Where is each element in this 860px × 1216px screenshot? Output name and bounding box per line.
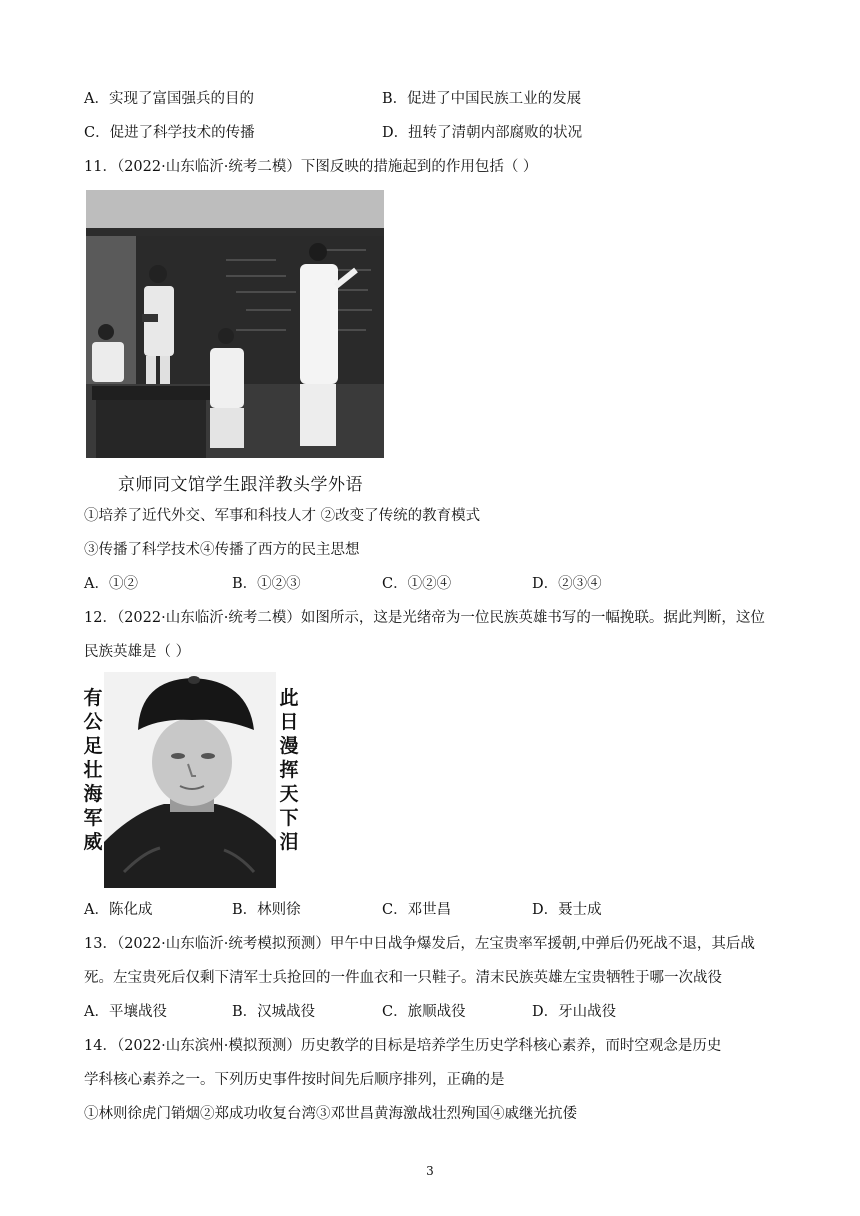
q13-option-c: C．旅顺战役 xyxy=(382,1004,466,1020)
q13-option-a: A．平壤战役 xyxy=(84,1004,167,1020)
couplet-right xyxy=(276,686,302,854)
q12-stem-line-1: 12．（2022·山东临沂·统考二模）如图所示，这是光绪帝为一位民族英雄书写的一幅挽联。据此判断，这位 xyxy=(84,610,765,626)
page-number: 3 xyxy=(426,1164,434,1178)
couplet-left xyxy=(80,686,106,854)
q11-item-2: ③传播了科学技术④传播了西方的民主思想 xyxy=(84,542,360,558)
q13-option-b: B．汉城战役 xyxy=(232,1004,316,1020)
couplet-char: 公 xyxy=(83,711,103,733)
classroom-photo xyxy=(86,190,384,458)
classroom-photo-caption: 京师同文馆学生跟洋教头学外语 xyxy=(118,475,363,495)
q13-stem-line-2: 死。左宝贵死后仅剩下清军士兵抢回的一件血衣和一只鞋子。清末民族英雄左宝贵牺牲于哪一次战役 xyxy=(84,970,722,986)
couplet-char: 海 xyxy=(83,783,103,805)
q10-option-c: C．促进了科学技术的传播 xyxy=(84,125,255,141)
couplet-char: 挥 xyxy=(279,759,299,781)
q14-stem-line-1: 14．（2022·山东滨州·模拟预测）历史教学的目标是培养学生历史学科核心素养，而时空观念是历史 xyxy=(84,1038,722,1054)
couplet-char: 漫 xyxy=(279,735,299,757)
q11-stem: 11．（2022·山东临沂·统考二模）下图反映的措施起到的作用包括（ ） xyxy=(84,159,538,175)
q13-option-d: D．牙山战役 xyxy=(532,1004,617,1020)
couplet-char: 威 xyxy=(83,831,103,853)
q11-option-b: B．①②③ xyxy=(232,576,301,592)
q11-option-c: C．①②④ xyxy=(382,576,452,592)
q10-option-d: D．扭转了清朝内部腐败的状况 xyxy=(382,125,583,141)
couplet-char: 下 xyxy=(279,807,299,829)
q10-option-b: B．促进了中国民族工业的发展 xyxy=(382,91,582,107)
q11-item-1: ①培养了近代外交、军事和科技人才 ②改变了传统的教育模式 xyxy=(84,508,481,524)
q14-stem-line-2: 学科核心素养之一。下列历史事件按时间先后顺序排列，正确的是 xyxy=(84,1072,505,1088)
q12-option-c: C．邓世昌 xyxy=(382,902,452,918)
q12-stem-line-2: 民族英雄是（ ） xyxy=(84,644,191,660)
couplet-char: 足 xyxy=(83,735,103,757)
couplet-char: 泪 xyxy=(279,831,299,853)
couplet-char: 日 xyxy=(279,711,299,733)
q11-option-a: A．①② xyxy=(84,576,138,592)
q12-option-b: B．林则徐 xyxy=(232,902,301,918)
q12-option-d: D．聂士成 xyxy=(532,902,602,918)
q12-option-a: A．陈化成 xyxy=(84,902,153,918)
couplet-char: 天 xyxy=(279,783,299,805)
q11-option-d: D．②③④ xyxy=(532,576,602,592)
q10-option-a: A．实现了富国强兵的目的 xyxy=(84,91,254,107)
q14-items: ①林则徐虎门销烟②郑成功收复台湾③邓世昌黄海激战壮烈殉国④戚继光抗倭 xyxy=(84,1106,577,1122)
couplet-char: 军 xyxy=(83,807,103,829)
couplet-char: 壮 xyxy=(83,759,103,781)
portrait-photo xyxy=(104,672,276,888)
couplet-char: 有 xyxy=(83,687,103,709)
q13-stem-line-1: 13．（2022·山东临沂·统考模拟预测）甲午中日战争爆发后，左宝贵率军援朝,中弹后仍死战不退，其后战 xyxy=(84,936,755,952)
couplet-char: 此 xyxy=(279,687,299,709)
